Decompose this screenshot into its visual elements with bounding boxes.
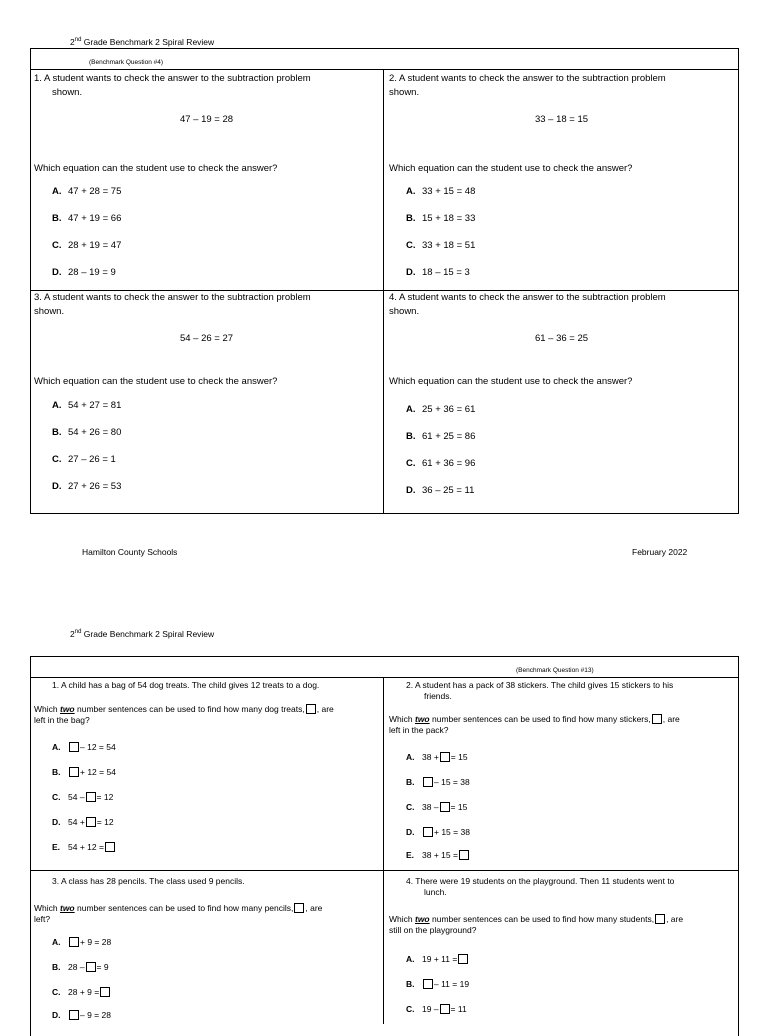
- question-stem: 2. A student wants to check the answer to the subtraction problem: [389, 73, 666, 84]
- answer-option[interactable]: B. + 12 = 54: [52, 767, 116, 777]
- answer-option[interactable]: B. – 15 = 38: [406, 777, 470, 787]
- question-stem: shown.: [34, 306, 65, 317]
- answer-box-icon: [69, 742, 79, 752]
- answer-box-icon: [86, 817, 96, 827]
- question-prompt: left?: [34, 914, 51, 924]
- table-divider: [30, 677, 739, 678]
- question-stem: shown.: [52, 87, 83, 98]
- answer-box-icon: [69, 937, 79, 947]
- answer-option[interactable]: A. 33 + 15 = 48: [406, 186, 476, 197]
- answer-option[interactable]: D. – 9 = 28: [52, 1010, 111, 1020]
- table-divider: [30, 870, 739, 871]
- answer-option[interactable]: E. 54 + 12 =: [52, 842, 116, 852]
- question-prompt: left in the pack?: [389, 725, 449, 735]
- answer-option[interactable]: A. + 9 = 28: [52, 937, 112, 947]
- answer-option[interactable]: B. 47 + 19 = 66: [52, 213, 122, 224]
- question-stem: 1. A student wants to check the answer to the subtraction problem: [34, 73, 311, 84]
- answer-option[interactable]: C. 61 + 36 = 96: [406, 458, 476, 469]
- answer-option[interactable]: C. 27 – 26 = 1: [52, 454, 116, 465]
- question-prompt: Which two number sentences can be used to find how many stickers, , are: [389, 714, 680, 724]
- answer-option[interactable]: C. 54 – = 12: [52, 792, 114, 802]
- question-stem: 4. A student wants to check the answer to the subtraction problem: [389, 292, 666, 303]
- question-stem: 2. A student has a pack of 38 stickers. The child gives 15 stickers to his: [406, 680, 674, 690]
- answer-box-icon: [100, 987, 110, 997]
- answer-box-icon: [440, 802, 450, 812]
- question-prompt: Which equation can the student use to check the answer?: [389, 376, 633, 387]
- answer-option[interactable]: A. 19 + 11 =: [406, 954, 469, 964]
- benchmark-label: (Benchmark Question #4): [89, 59, 164, 66]
- footer-left: Hamilton County Schools: [82, 547, 178, 557]
- table-divider: [383, 677, 384, 1024]
- question-prompt: Which two number sentences can be used to find how many dog treats, , are: [34, 704, 334, 714]
- answer-box-icon: [69, 767, 79, 777]
- question-stem: 4. There were 19 students on the playground. Then 11 students went to: [406, 876, 675, 886]
- answer-box-icon: [294, 903, 304, 913]
- question-prompt: Which equation can the student use to check the answer?: [34, 163, 278, 174]
- page2-title: 2nd Grade Benchmark 2 Spiral Review: [70, 629, 215, 639]
- footer-right: February 2022: [632, 547, 688, 557]
- answer-option[interactable]: A. 38 + = 15: [406, 752, 468, 762]
- answer-box-icon: [105, 842, 115, 852]
- answer-option[interactable]: D. 36 – 25 = 11: [406, 485, 475, 496]
- answer-box-icon: [423, 827, 433, 837]
- equation: 47 – 19 = 28: [179, 114, 234, 125]
- answer-option[interactable]: E. 38 + 15 =: [406, 850, 470, 860]
- answer-box-icon: [69, 1010, 79, 1020]
- table-divider: [383, 69, 384, 514]
- answer-box-icon: [655, 914, 665, 924]
- answer-option[interactable]: B. 28 – = 9: [52, 962, 109, 972]
- answer-option[interactable]: C. 33 + 18 = 51: [406, 240, 476, 251]
- answer-box-icon: [306, 704, 316, 714]
- question-stem: 3. A class has 28 pencils. The class used 9 pencils.: [52, 876, 245, 886]
- answer-option[interactable]: B. 15 + 18 = 33: [406, 213, 476, 224]
- answer-box-icon: [440, 752, 450, 762]
- answer-option[interactable]: D. 18 – 15 = 3: [406, 267, 470, 278]
- question-prompt: Which two number sentences can be used to find how many pencils, , are: [34, 903, 323, 913]
- answer-box-icon: [423, 979, 433, 989]
- answer-box-icon: [86, 792, 96, 802]
- answer-option[interactable]: C. 28 + 9 =: [52, 987, 111, 997]
- equation: 54 – 26 = 27: [179, 333, 234, 344]
- question-stem: friends.: [424, 691, 452, 701]
- question-prompt: Which two number sentences can be used to find how many students, , are: [389, 914, 684, 924]
- question-stem: 3. A student wants to check the answer to the subtraction problem: [34, 292, 311, 303]
- answer-box-icon: [440, 1004, 450, 1014]
- page1-title: 2nd Grade Benchmark 2 Spiral Review: [70, 37, 215, 47]
- answer-option[interactable]: A. 25 + 36 = 61: [406, 404, 476, 415]
- answer-option[interactable]: B. 54 + 26 = 80: [52, 427, 122, 438]
- question-stem: shown.: [389, 306, 420, 317]
- answer-option[interactable]: A. 47 + 28 = 75: [52, 186, 122, 197]
- answer-option[interactable]: A. – 12 = 54: [52, 742, 116, 752]
- answer-box-icon: [459, 850, 469, 860]
- answer-option[interactable]: C. 19 – = 11: [406, 1004, 467, 1014]
- answer-option[interactable]: D. 27 + 26 = 53: [52, 481, 122, 492]
- equation: 61 – 36 = 25: [534, 333, 589, 344]
- answer-option[interactable]: C. 38 – = 15: [406, 802, 468, 812]
- question-prompt: Which equation can the student use to check the answer?: [34, 376, 278, 387]
- question-prompt: still on the playground?: [389, 925, 477, 935]
- table-divider: [30, 69, 739, 70]
- answer-option[interactable]: D. + 15 = 38: [406, 827, 470, 837]
- answer-option[interactable]: C. 28 + 19 = 47: [52, 240, 122, 251]
- question-prompt: Which equation can the student use to check the answer?: [389, 163, 633, 174]
- benchmark-label: (Benchmark Question #13): [516, 667, 594, 674]
- answer-option[interactable]: B. 61 + 25 = 86: [406, 431, 476, 442]
- question-stem: 1. A child has a bag of 54 dog treats. The child gives 12 treats to a dog.: [52, 680, 320, 690]
- answer-option[interactable]: D. 54 + = 12: [52, 817, 114, 827]
- answer-box-icon: [458, 954, 468, 964]
- question-stem: lunch.: [424, 887, 447, 897]
- answer-box-icon: [86, 962, 96, 972]
- question-stem: shown.: [389, 87, 420, 98]
- question-prompt: left in the bag?: [34, 715, 90, 725]
- equation: 33 – 18 = 15: [534, 114, 589, 125]
- answer-box-icon: [423, 777, 433, 787]
- answer-option[interactable]: D. 28 – 19 = 9: [52, 267, 116, 278]
- answer-option[interactable]: A. 54 + 27 = 81: [52, 400, 122, 411]
- answer-box-icon: [652, 714, 662, 724]
- answer-option[interactable]: B. – 11 = 19: [406, 979, 470, 989]
